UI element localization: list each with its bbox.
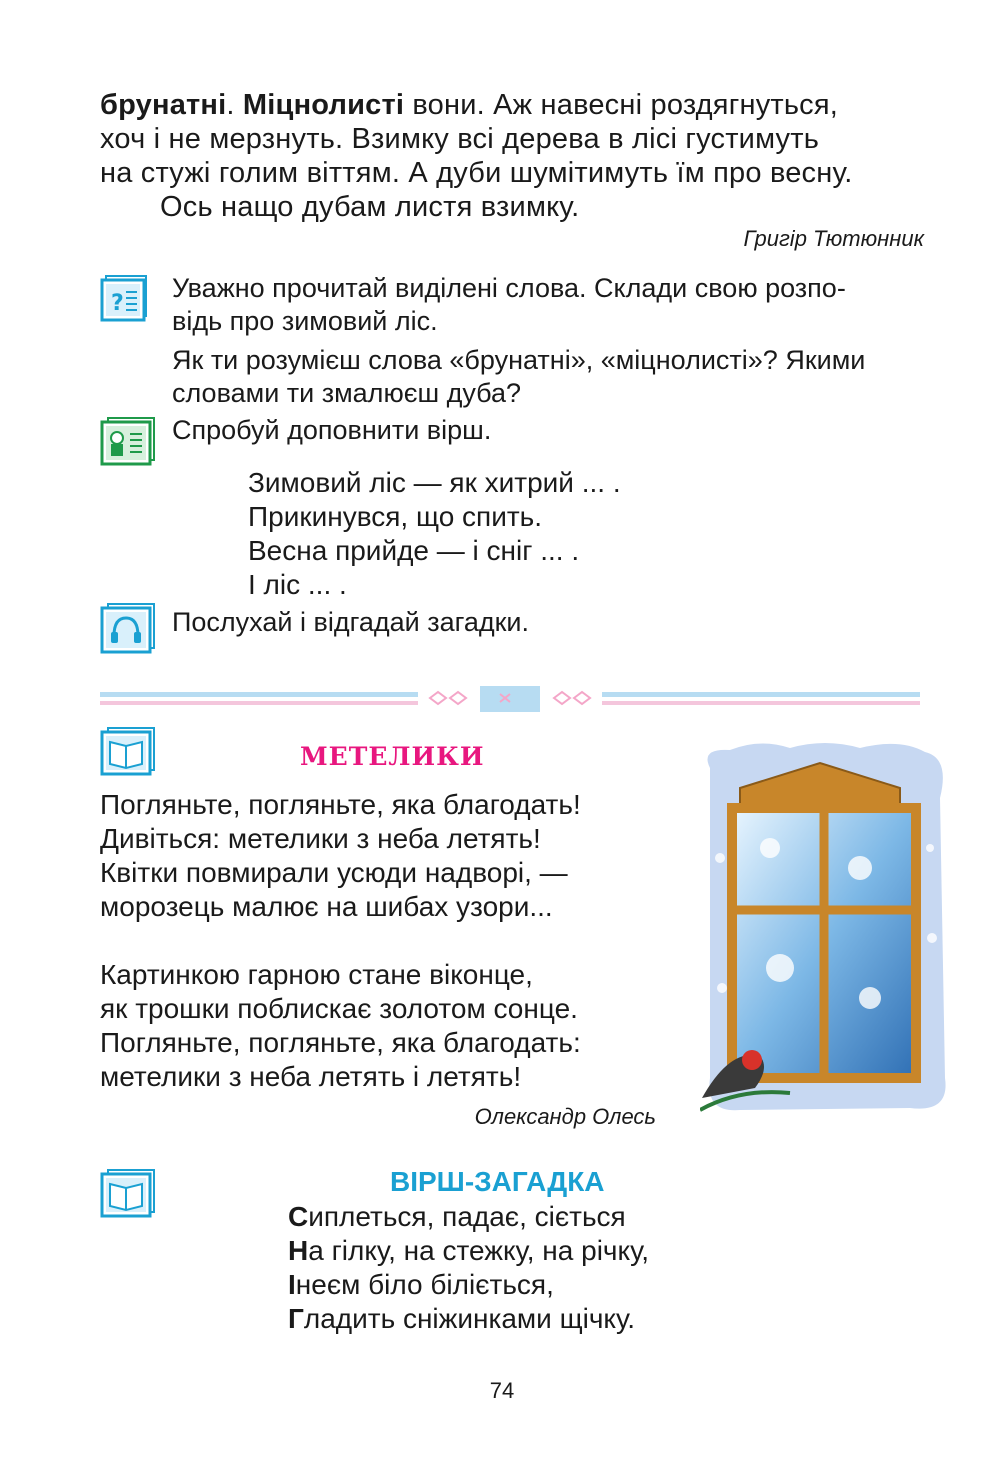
ornament-divider bbox=[100, 684, 920, 714]
poem-line: Погляньте, погляньте, яка благодать: bbox=[100, 1027, 581, 1058]
fill-poem-line: Весна прийде — і сніг ... . bbox=[248, 535, 580, 566]
poem-line: Погляньте, погляньте, яка благодать! bbox=[100, 789, 581, 820]
poem-title-metelyky: МЕТЕЛИКИ bbox=[300, 742, 485, 771]
poem-author: Олександр Олесь bbox=[474, 1104, 656, 1129]
acrostic-line: Гладить сніжинками щічку. bbox=[288, 1303, 635, 1334]
intro-line-4: Ось нащо дубам листя взимку. bbox=[160, 191, 580, 223]
poem-title-zagadka: ВІРШ-ЗАГАДКА bbox=[390, 1166, 605, 1197]
page-number: 74 bbox=[489, 1378, 515, 1403]
intro-line-2: хоч і не мерзнуть. Взимку всі дерева в лісі густимуть bbox=[100, 123, 820, 155]
poem-metelyky bbox=[100, 788, 581, 1094]
intro-author: Григір Тютюнник bbox=[743, 226, 924, 251]
fill-poem-line: Зимовий ліс — як хитрий ... . bbox=[248, 467, 621, 498]
poem-line: як трошки поблискає золотом сонце. bbox=[100, 993, 578, 1024]
intro-line-1: брунатні. Міцнолисті вони. Аж навесні роздягнуться, bbox=[100, 89, 839, 121]
frosty-window-illustration bbox=[700, 738, 950, 1118]
poem-line: Картинкою гарною стане віконце, bbox=[100, 959, 533, 990]
bold-word-mitsnolysti: Міцнолисті bbox=[242, 89, 405, 121]
intro-line-3: на стужі голим віттям. А дуби шумітимуть їм про весну. bbox=[100, 157, 853, 189]
poem-line: морозець малює на шибах узори... bbox=[100, 891, 553, 922]
intro-paragraph bbox=[100, 88, 930, 224]
svg-text:?: ? bbox=[111, 291, 124, 316]
poem-zagadka bbox=[288, 1200, 649, 1336]
poem-line: Дивіться: метелики з неба летять! bbox=[100, 823, 541, 854]
reading-book-icon bbox=[100, 726, 148, 774]
headphones-icon bbox=[100, 602, 148, 650]
acrostic-line: Сиплеться, падає, сіється bbox=[288, 1201, 626, 1232]
fill-poem-line: Прикинувся, що спить. bbox=[248, 501, 543, 532]
acrostic-line: Інеєм біло біліється, bbox=[288, 1269, 554, 1300]
poem-line: Квітки повмирали усюди надворі, — bbox=[100, 857, 568, 888]
task-1-text: Уважно прочитай виділені слова. Склади свою розпо- відь про зимовий ліс. Як ти розумієш слова «брунатні», «міцнолисті»? Якими словами ти змалюєш дуба? bbox=[172, 273, 866, 408]
task-3-text: Послухай і відгадай загадки. bbox=[172, 607, 530, 637]
task-2-text: Спробуй доповнити вірш. bbox=[172, 415, 492, 445]
poem-line: метелики з неба летять і летять! bbox=[100, 1061, 522, 1092]
acrostic-line: На гілку, на стежку, на річку, bbox=[288, 1235, 650, 1266]
bold-word-brunatni: брунатні bbox=[100, 89, 227, 121]
fill-poem-line: І ліс ... . bbox=[248, 569, 347, 600]
question-task-icon bbox=[100, 274, 148, 322]
fill-in-poem bbox=[248, 466, 621, 602]
reading-book-icon-2 bbox=[100, 1168, 148, 1216]
creative-task-icon bbox=[100, 416, 148, 464]
